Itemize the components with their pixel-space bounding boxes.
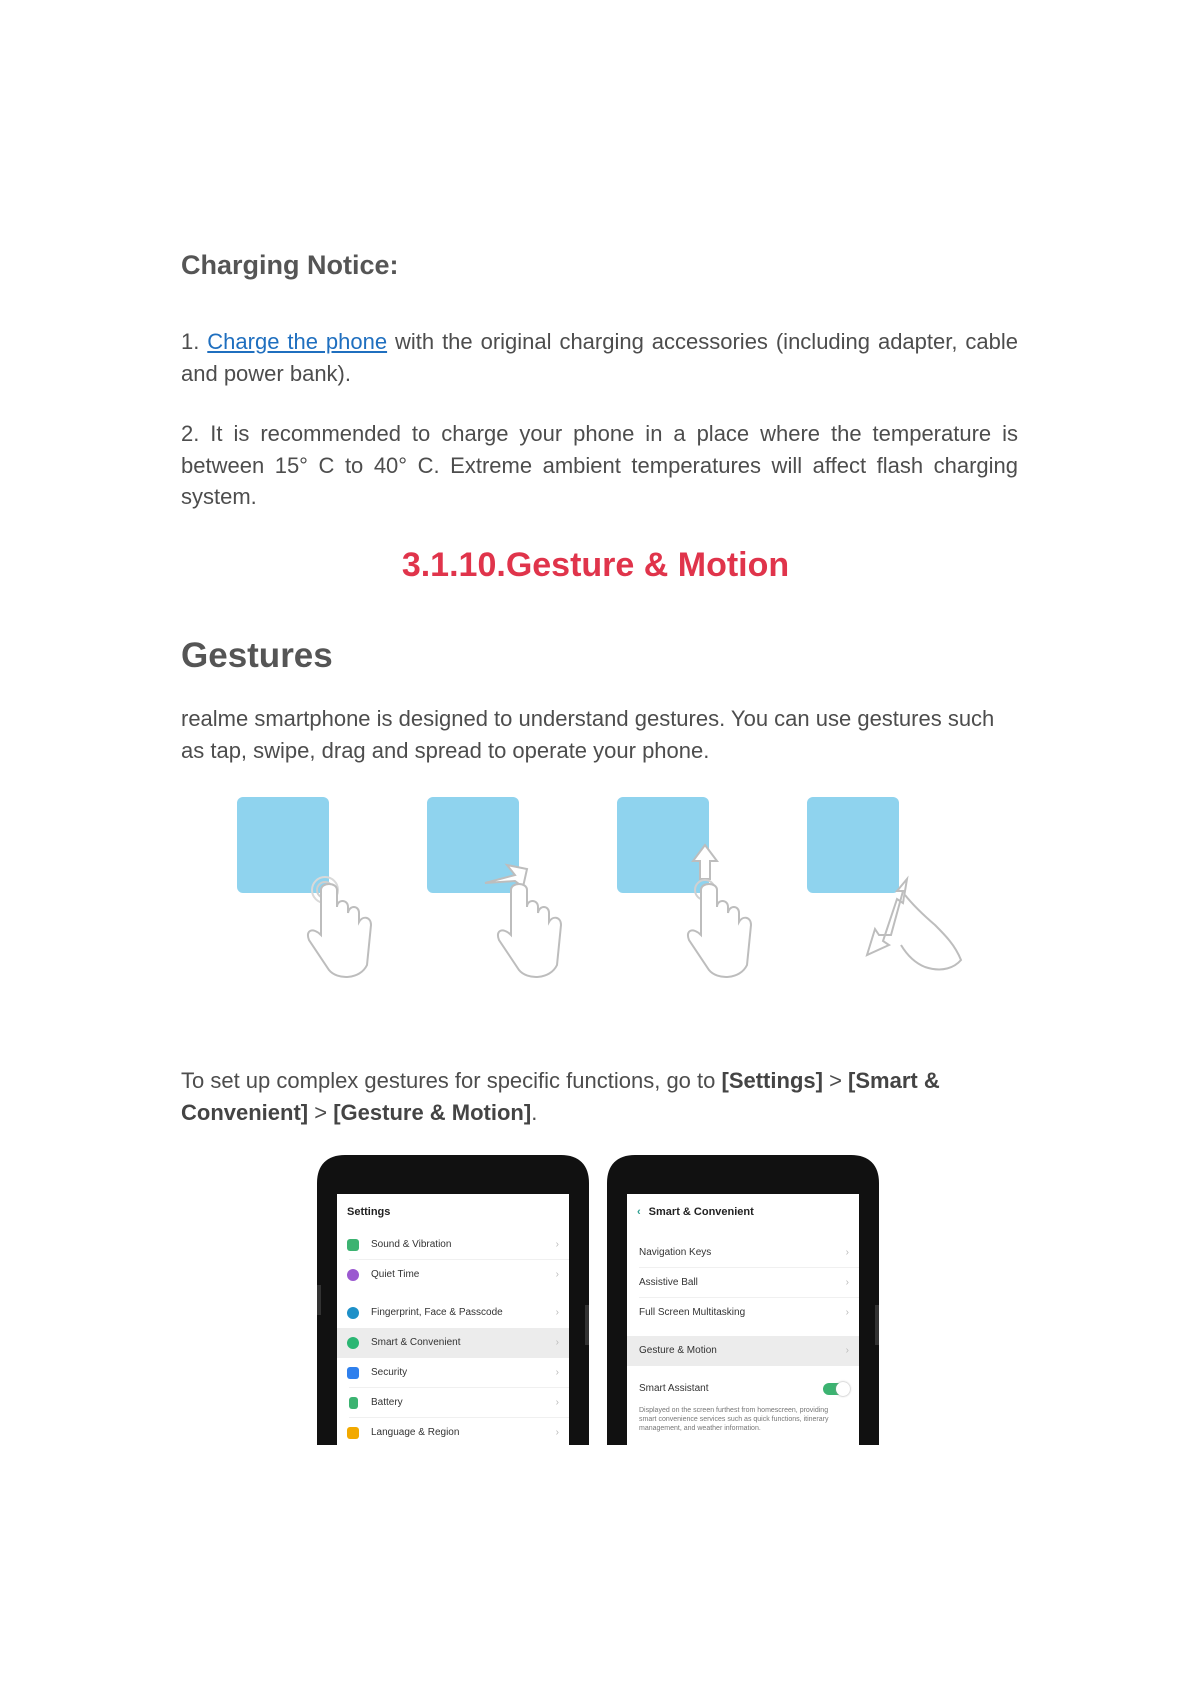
chevron-right-icon: › <box>845 1277 849 1288</box>
item-gesture-motion[interactable] <box>627 1336 859 1366</box>
settings-item-sound-vibration[interactable] <box>337 1230 569 1260</box>
gestures-heading: Gestures <box>181 636 333 675</box>
settings-item-label: Security <box>371 1367 408 1378</box>
battery-icon <box>349 1397 358 1409</box>
swipe-gesture-icon <box>427 797 561 977</box>
settings-item-label: Quiet Time <box>371 1269 420 1280</box>
path-smart-convenient: [Smart & Convenient] <box>181 1068 940 1125</box>
smart-convenient-screen <box>627 1194 859 1445</box>
section-title <box>0 546 1191 585</box>
settings-item-language-region[interactable] <box>337 1418 569 1445</box>
chevron-right-icon: › <box>845 1247 849 1258</box>
smart-convenient-header <box>627 1194 859 1230</box>
path-separator: > <box>822 1068 849 1093</box>
charge-the-phone-link[interactable]: Charge the phone <box>207 329 388 354</box>
shield-icon <box>347 1367 359 1379</box>
moon-icon <box>347 1269 359 1281</box>
tap-gesture-icon <box>237 797 371 977</box>
speaker-icon <box>347 1239 359 1251</box>
smart-convenient-title: Smart & Convenient <box>648 1206 754 1218</box>
chevron-right-icon: › <box>555 1337 559 1348</box>
chevron-right-icon: › <box>845 1345 849 1356</box>
section-number: 3.1.10. <box>401 546 506 584</box>
gesture-illustrations <box>225 795 965 985</box>
item-assistive-ball[interactable] <box>627 1268 859 1298</box>
settings-item-label: Language & Region <box>371 1427 460 1438</box>
item-label: Smart Assistant <box>639 1383 709 1394</box>
back-arrow-icon[interactable]: ‹ <box>637 1206 641 1218</box>
settings-item-smart-convenient[interactable] <box>337 1328 569 1358</box>
instructions-text: To set up complex gestures for specific functions, go to <box>181 1068 722 1093</box>
chevron-right-icon: › <box>555 1367 559 1378</box>
settings-screen <box>337 1194 569 1445</box>
smart-icon <box>347 1337 359 1349</box>
drag-gesture-icon <box>617 797 751 977</box>
item-label: Assistive Ball <box>639 1277 698 1288</box>
chevron-right-icon: › <box>555 1427 559 1438</box>
section-name: Gesture & Motion <box>505 546 790 584</box>
settings-item-label: Smart & Convenient <box>371 1337 461 1348</box>
chevron-right-icon: › <box>555 1307 559 1318</box>
chevron-right-icon: › <box>555 1397 559 1408</box>
settings-title: Settings <box>347 1206 391 1218</box>
item-1-prefix: 1. <box>181 329 208 354</box>
chevron-right-icon: › <box>555 1239 559 1250</box>
settings-item-label: Fingerprint, Face & Passcode <box>371 1307 503 1318</box>
phone-screenshot-smart-convenient <box>607 1155 879 1445</box>
settings-item-label: Sound & Vibration <box>371 1239 452 1250</box>
smart-assistant-toggle[interactable] <box>823 1383 849 1395</box>
spread-gesture-icon <box>807 797 961 969</box>
charging-notice-heading: Charging Notice: <box>181 250 399 280</box>
settings-item-battery[interactable] <box>337 1388 569 1418</box>
chevron-right-icon: › <box>845 1307 849 1318</box>
item-label: Navigation Keys <box>639 1247 712 1258</box>
gesture-settings-instructions <box>181 1065 1018 1128</box>
item-label: Full Screen Multitasking <box>639 1307 746 1318</box>
settings-item-quiet-time[interactable] <box>337 1260 569 1290</box>
settings-item-fingerprint[interactable] <box>337 1298 569 1328</box>
chevron-right-icon: › <box>555 1269 559 1280</box>
instructions-suffix: . <box>531 1099 538 1125</box>
item-navigation-keys[interactable] <box>627 1238 859 1268</box>
gestures-intro: realme smartphone is designed to understand gestures. You can use gestures such as tap, swipe, drag and spread to operate your phone. <box>181 706 995 763</box>
charging-notice-item-2: 2. It is recommended to charge your phone in a place where the temperature is between 15° C to 40° C. Extreme ambient temperatures will affect flash charging system. <box>181 421 1018 509</box>
item-label: Gesture & Motion <box>639 1345 717 1356</box>
path-settings: [Settings] <box>721 1068 823 1093</box>
charging-notice-item-1 <box>181 326 1018 389</box>
fingerprint-icon <box>347 1307 359 1319</box>
item-smart-assistant[interactable] <box>627 1374 859 1404</box>
smart-assistant-description: Displayed on the screen furthest from homescreen, providing smart convenience services such as quick functions, itinerary management, and weather information. <box>639 1407 829 1432</box>
settings-item-label: Battery <box>371 1397 403 1408</box>
item-full-screen-multitasking[interactable] <box>627 1298 859 1328</box>
phone-screenshot-settings <box>317 1155 589 1445</box>
settings-item-security[interactable] <box>337 1358 569 1388</box>
path-separator: > <box>308 1099 334 1125</box>
item-1-text: with the original charging accessories (including adapter, cable and power bank). <box>181 329 1019 386</box>
language-icon <box>347 1427 359 1439</box>
path-gesture-motion: [Gesture & Motion] <box>333 1099 532 1125</box>
